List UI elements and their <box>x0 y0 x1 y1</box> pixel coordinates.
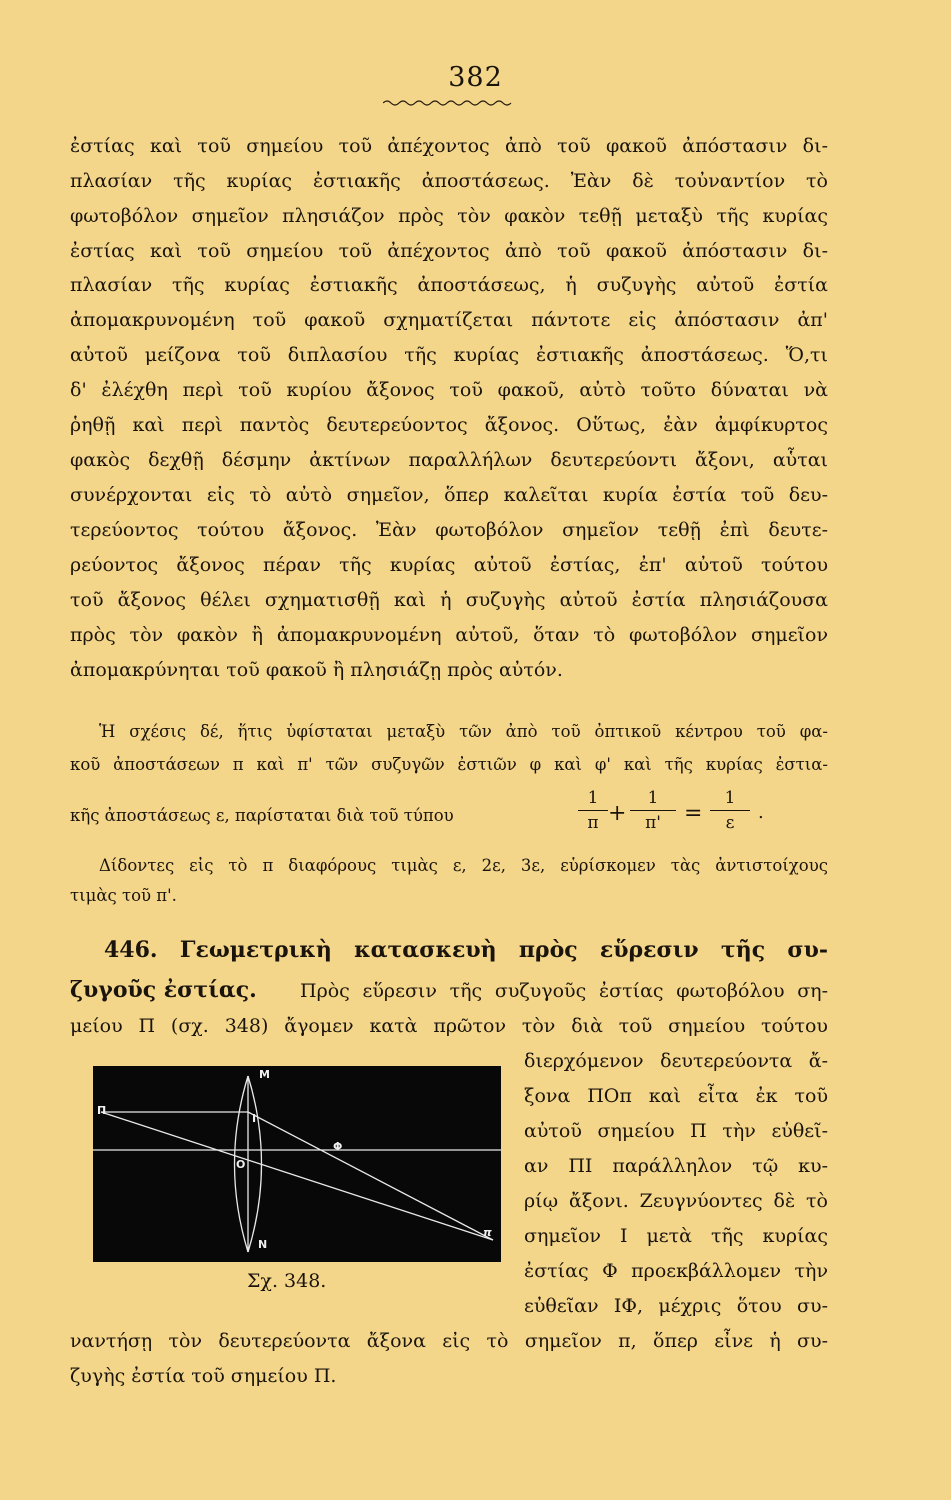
body-line: αὐτοῦ μείζονα τοῦ διπλασίου τῆς κυρίας ἐστιακῆς ἀποστάσεως. Ὅ,τι <box>70 344 828 366</box>
body-line: ῥηθῇ καὶ περὶ παντὸς δευτερεύοντος ἄξονος. Οὕτως, ἐὰν ἀμφίκυρτος <box>70 414 828 436</box>
label-N: Ν <box>258 1238 268 1251</box>
formula-end: . <box>758 802 764 823</box>
secondary-axis <box>101 1112 493 1240</box>
ornament-divider <box>383 98 513 108</box>
section-text-line: μείου Π (σχ. 348) ἄγομεν κατὰ πρῶτον τὸν διὰ τοῦ σημείου τούτου <box>70 1015 828 1037</box>
body-line: τερεύοντος τούτου ἄξονος. Ἐὰν φωτοβόλον σημεῖον τεθῇ ἐπὶ δευτε- <box>70 519 828 541</box>
note-line: Δίδοντες εἰς τὸ π διαφόρους τιμὰς ε, 2ε, 3ε, εὑρίσκομεν τὰς ἀντιστοίχους <box>99 856 828 875</box>
fraction-denominator: π' <box>645 813 661 833</box>
label-I: Ι <box>252 1112 257 1125</box>
body-line: ζυγὴς ἐστία τοῦ σημείου Π. <box>70 1365 337 1387</box>
plus-sign: + <box>608 801 627 826</box>
fraction-numerator: 1 <box>724 788 736 808</box>
column-line: αὐτοῦ σημείου Π τὴν εὐθεῖ- <box>524 1120 828 1142</box>
body-line: φωτοβόλον σημεῖον πλησιάζον πρὸς τὸν φακὸν τεθῇ μεταξὺ τῆς κυρίας <box>70 205 828 227</box>
body-line: ἀπομακρύνηται τοῦ φακοῦ ἢ πλησιάζῃ πρὸς αὐτόν. <box>70 659 563 681</box>
column-line: ρίῳ ἄξονι. Ζευγνύοντες δὲ τὸ <box>524 1190 828 1212</box>
fraction-numerator: 1 <box>587 788 599 808</box>
fraction-denominator: π <box>587 813 599 833</box>
formula-lead: κῆς ἀποστάσεως ε, παρίσταται διὰ τοῦ τύπου <box>70 806 454 825</box>
label-M: Μ <box>259 1068 270 1081</box>
equals-sign: = <box>684 801 703 826</box>
fraction-numerator: 1 <box>647 788 659 808</box>
figure-caption: Σχ. 348. <box>247 1270 327 1292</box>
body-line: πλασίαν τῆς κυρίας ἐστιακῆς ἀποστάσεως. Ἐὰν δὲ τοὐναντίον τὸ <box>70 170 828 192</box>
body-line: φακὸς δεχθῇ δέσμην ἀκτίνων παραλλήλων δευτερεύοντι ἄξονι, αὗται <box>70 449 828 471</box>
lens-diagram <box>93 1066 501 1262</box>
fraction-denominator: ε <box>725 813 735 833</box>
body-line: πλασίαν τῆς κυρίας ἐστιακῆς ἀποστάσεως, ἡ συζυγὴς αὐτοῦ ἐστία <box>70 274 828 296</box>
column-line: εὐθεῖαν ΙΦ, μέχρις ὅτου συ- <box>524 1295 828 1317</box>
note-line: Ἡ σχέσις δέ, ἥτις ὑφίσταται μεταξὺ τῶν ἀπὸ τοῦ ὀπτικοῦ κέντρου τοῦ φα- <box>99 722 828 741</box>
column-line: ξονα ΠΟπ καὶ εἶτα ἐκ τοῦ <box>524 1085 828 1107</box>
body-line: ρεύοντος ἄξονος πέραν τῆς κυρίας αὐτοῦ ἐστίας, ἐπ' αὐτοῦ τούτου <box>70 554 828 576</box>
body-line: ἐστίας καὶ τοῦ σημείου τοῦ ἀπέχοντος ἀπὸ τοῦ φακοῦ ἀπόστασιν δι- <box>70 240 828 262</box>
body-line: τοῦ ἄξονος θέλει σχηματισθῇ καὶ ἡ συζυγὴς αὐτοῦ ἐστία πλησιάζουσα <box>70 589 828 611</box>
fraction-1 <box>578 788 608 833</box>
column-line: αν ΠΙ παράλληλον τῷ κυ- <box>524 1155 828 1177</box>
section-heading-end: ζυγοῦς ἐστίας. <box>70 977 257 1003</box>
section-text-line: Πρὸς εὕρεσιν τῆς συζυγοῦς ἐστίας φωτοβόλου ση- <box>300 980 828 1002</box>
note-line: κοῦ ἀποστάσεων π καὶ π' τῶν συζυγῶν ἐστιῶν φ καὶ φ' καὶ τῆς κυρίας ἐστια- <box>70 755 828 774</box>
note-line: τιμὰς τοῦ π'. <box>70 886 177 905</box>
column-line: ἐστίας Φ προεκβάλλομεν τὴν <box>524 1260 828 1282</box>
body-line: ἐστίας καὶ τοῦ σημείου τοῦ ἀπέχοντος ἀπὸ τοῦ φακοῦ ἀπόστασιν δι- <box>70 135 828 157</box>
body-line: ναντήσῃ τὸν δευτερεύοντα ἄξονα εἰς τὸ σημεῖον π, ὅπερ εἶνε ἡ συ- <box>70 1330 828 1352</box>
column-line: διερχόμενον δευτερεύοντα ἄ- <box>524 1050 828 1072</box>
body-line: δ' ἐλέχθη περὶ τοῦ κυρίου ἄξονος τοῦ φακοῦ, αὐτὸ τοῦτο δύναται νὰ <box>70 379 828 401</box>
body-line: ἀπομακρυνομένη τοῦ φακοῦ σχηματίζεται πάντοτε εἰς ἀπόστασιν ἀπ' <box>70 309 828 331</box>
lens-figure <box>93 1066 501 1262</box>
label-p: π <box>483 1226 492 1239</box>
body-line: συνέρχονται εἰς τὸ αὐτὸ σημεῖον, ὅπερ καλεῖται κυρία ἐστία τοῦ δευ- <box>70 484 828 506</box>
fraction-2 <box>630 788 676 833</box>
fraction-3 <box>710 788 750 833</box>
label-O: Ο <box>236 1158 246 1171</box>
label-P: Π <box>97 1104 107 1117</box>
refracted-ray <box>248 1112 493 1240</box>
label-F: Φ <box>333 1140 343 1153</box>
column-line: σημεῖον Ι μετὰ τῆς κυρίας <box>524 1225 828 1247</box>
body-line: πρὸς τὸν φακὸν ἢ ἀπομακρυνομένη αὐτοῦ, ὅταν τὸ φωτοβόλον σημεῖον <box>70 624 828 646</box>
page-number: 382 <box>448 62 503 93</box>
section-heading: 446. Γεωμετρικὴ κατασκευὴ πρὸς εὕρεσιν τῆς συ- <box>104 937 828 963</box>
